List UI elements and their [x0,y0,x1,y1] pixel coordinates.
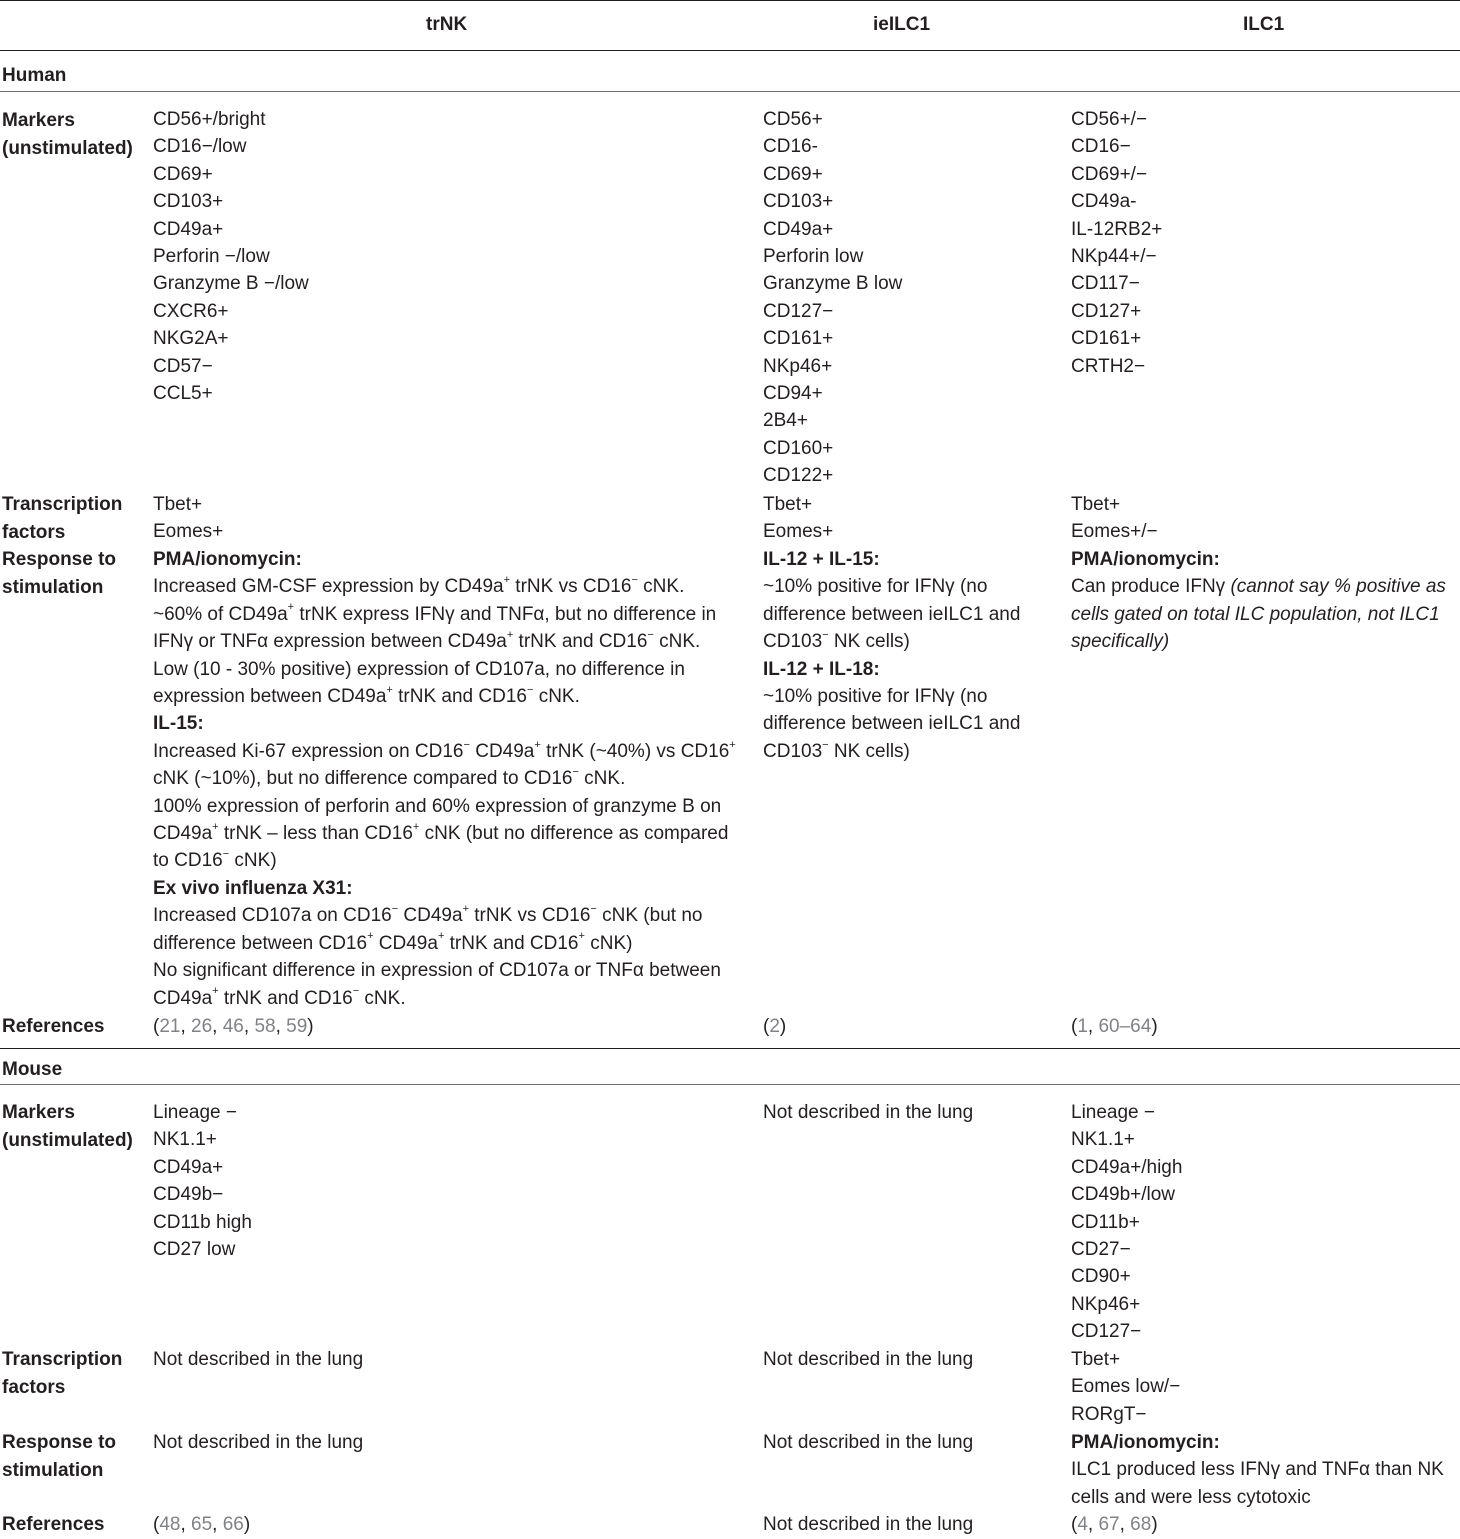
human-tf-ieilc1 [763,491,1063,546]
text-segment: CD49a [398,905,463,927]
list-item: CD127− [1071,1321,1142,1343]
mouse-references-ilc1 [1071,1511,1460,1538]
superscript: + [386,683,393,696]
rule-header [0,50,1460,51]
text-segment: trNK and CD16 [392,686,527,708]
human-markers-ieilc1 [763,106,1063,490]
superscript: + [412,820,420,833]
superscript: − [526,683,534,696]
reference-punct: ) [1151,1514,1158,1535]
response-text [153,601,748,656]
text-segment: cNK (~10%), but no difference compared to CD16 [153,768,573,790]
list-item: 2B4+ [763,410,808,432]
row-label-references-mouse: References [2,1514,105,1535]
text-segment: Increased Ki-67 expression on CD16 [153,740,464,762]
reference-punct: , [180,1016,192,1037]
reference-punct: ( [1071,1016,1078,1037]
list-item: CD161+ [1071,328,1142,350]
stim-heading: IL-15: [153,713,204,735]
reference-link[interactable]: 67 [1098,1514,1120,1535]
reference-punct: ( [1071,1514,1078,1535]
reference-punct: , [212,1016,223,1037]
reference-punct: ) [243,1514,251,1535]
reference-link[interactable]: 58 [254,1016,276,1037]
superscript: − [822,628,829,641]
stim-heading: IL-12 + IL-18: [763,658,880,680]
mouse-tf-ieilc1: Not described in the lung [763,1349,974,1370]
row-label-markers: Markers (unstimulated) [2,110,133,159]
mouse-markers-ieilc1: Not described in the lung [763,1102,974,1123]
list-item: CD90+ [1071,1266,1131,1288]
superscript: − [572,765,579,778]
list-item: NKG2A+ [153,328,229,350]
row-label-references: References [2,1016,105,1037]
superscript: + [534,738,541,751]
stim-heading: Ex vivo influenza X31: [153,877,353,899]
reference-link[interactable]: 2 [769,1016,780,1037]
superscript: + [462,902,469,915]
mouse-tf-trnk: Not described in the lung [153,1349,364,1370]
superscript: + [212,820,219,833]
list-item: CD27 low [153,1239,236,1261]
response-text [153,957,748,1012]
text-segment: Increased GM-CSF expression by CD49a [153,576,504,598]
text-segment: cNK (but no difference between CD16 [153,905,703,954]
superscript: + [287,601,295,614]
list-item: CD56+/bright [153,109,266,130]
text-segment: NK cells) [828,740,910,762]
human-references-ilc1 [1071,1013,1460,1040]
list-item: CD49b+/low [1071,1184,1176,1206]
row-label-response-mouse: Response to stimulation [2,1432,117,1481]
text-segment: 100% expression of perforin and 60% expression of granzyme B on CD49a [153,795,722,845]
reference-punct: , [180,1514,192,1535]
reference-punct: , [275,1016,287,1037]
superscript: − [590,902,597,915]
reference-punct: ( [763,1016,770,1037]
stim-heading: PMA/ionomycin: [1071,1432,1220,1453]
reference-link[interactable]: 21 [159,1016,181,1037]
list-item: CD161+ [763,328,834,350]
text-segment: cNK. [533,686,580,708]
list-item: CD103+ [763,191,834,213]
text-segment: trNK and CD16 [218,987,353,1009]
list-item: CD49a- [1071,191,1137,213]
list-item: CD49a+ [153,218,224,240]
human-references-ieilc1 [763,1013,1063,1040]
reference-punct: , [1087,1514,1099,1535]
list-item: Granzyme B low [763,273,903,295]
list-item: Perforin −/low [153,246,270,268]
list-item: NKp46+ [1071,1293,1141,1315]
response-text: Can produce IFNγ (cannot say % positive as cells gated on total ILC population, not ILC1 specifically) [1071,576,1446,653]
response-text [153,793,748,875]
rule-mouse [0,1084,1460,1085]
reference-punct: , [243,1016,255,1037]
mouse-response-trnk: Not described in the lung [153,1432,364,1453]
list-item: CD49a+/high [1071,1156,1183,1178]
list-item: CD117− [1071,273,1140,295]
list-item: CD56+ [763,109,823,130]
list-item: CD16− [1071,136,1131,158]
text-segment: cNK) [229,850,277,872]
mouse-response-ieilc1: Not described in the lung [763,1432,974,1453]
text-segment: trNK vs CD16 [469,905,591,927]
reference-punct: ( [153,1514,160,1535]
text-segment: cNK. [359,987,406,1009]
text-segment: cNK. [578,768,626,790]
text-segment: ~10% positive for IFNγ (no difference between ieILC1 and CD103 [763,576,1021,653]
list-item: Tbet+ [1071,1349,1121,1370]
text-segment: trNK and CD16 [444,932,579,954]
superscript: + [729,738,736,751]
list-item: CD49b− [153,1184,224,1206]
list-item: CD16−/low [153,136,247,158]
list-item: CD56+/− [1071,109,1148,130]
column-header-ilc1: ILC1 [1243,14,1285,35]
rule-top [0,0,1460,1]
row-label-markers-mouse: Markers (unstimulated) [2,1102,133,1151]
human-response-trnk [153,546,748,1012]
list-item: CD94+ [763,383,823,405]
reference-link[interactable]: 59 [286,1016,308,1037]
human-tf-trnk [153,491,753,546]
list-item: CD69+ [763,163,823,185]
human-response-ilc1 [1071,546,1456,656]
response-text [153,738,748,793]
list-item: CD49a+ [153,1156,224,1178]
reference-link[interactable]: 26 [191,1016,213,1037]
section-mouse: Mouse [2,1059,63,1080]
list-item: Perforin low [763,246,864,268]
text-segment: ~10% positive for IFNγ (no difference between ieILC1 and CD103 [763,686,1021,762]
text-segment: CD49a [373,932,438,954]
superscript: − [463,738,470,751]
text-segment: ~60% of CD49a [153,603,288,625]
text-segment: cNK. [637,576,685,598]
column-header-trnk: trNK [426,14,468,35]
row-label-transcription-factors-mouse: Transcription factors [2,1349,123,1398]
list-item: CD69+/− [1071,163,1148,185]
list-item: CD11b high [153,1211,252,1233]
list-item: CCL5+ [153,383,213,405]
list-item: CD127− [763,300,834,322]
row-label-response: Response to stimulation [2,549,117,598]
superscript: − [352,985,360,998]
human-markers-ilc1 [1071,106,1460,380]
list-item: CRTH2− [1071,355,1146,377]
list-item: Tbet+ [1071,494,1121,515]
list-item: CD122+ [763,465,834,487]
stim-heading: PMA/ionomycin: [1071,549,1220,570]
superscript: + [506,628,514,641]
list-item: CD49a+ [763,218,834,240]
section-human: Human [2,65,67,86]
human-markers-trnk [153,106,753,407]
superscript: + [212,985,219,998]
mouse-references-trnk [153,1511,753,1538]
list-item: Lineage − [153,1102,237,1123]
stim-heading: PMA/ionomycin: [153,549,302,570]
list-item: CXCR6+ [153,300,229,322]
response-text [153,573,748,600]
reference-punct: ) [779,1016,787,1037]
list-item: NKp44+/− [1071,246,1157,268]
reference-link[interactable]: 65 [191,1514,213,1535]
list-item: Eomes+ [153,521,224,543]
stim-heading: IL-12 + IL-15: [763,549,880,570]
text-segment: trNK vs CD16 [510,576,632,598]
mouse-references-ieilc1: Not described in the lung [763,1514,974,1535]
response-text [763,683,1038,765]
list-item: RORgT− [1071,1403,1147,1425]
rule-mouse-top [0,1048,1460,1049]
superscript: + [578,930,585,943]
reference-punct: , [1119,1514,1131,1535]
list-item: Tbet+ [763,494,813,515]
reference-link[interactable]: 66 [222,1514,244,1535]
response-text [153,902,748,957]
text-segment: CD49a [469,740,535,762]
list-item: NKp46+ [763,355,833,377]
response-text: ILC1 produced less IFNγ and TNFα than NK cells and were less cytotoxic [1071,1459,1444,1508]
list-item: CD11b+ [1071,1211,1140,1233]
list-item: CD127+ [1071,300,1142,322]
reference-punct: ) [1151,1016,1158,1037]
text-segment: Increased CD107a on CD16 [153,905,392,927]
text-segment: trNK (~40%) vs CD16 [540,740,730,762]
text-segment: Low (10 - 30% positive) expression of CD107a, no difference in expression between CD49a [153,658,685,708]
response-text [763,573,1038,655]
response-text [153,656,748,711]
reference-link[interactable]: 48 [159,1514,181,1535]
human-tf-ilc1 [1071,491,1460,546]
list-item: Lineage − [1071,1102,1155,1123]
reference-link[interactable]: 46 [222,1016,244,1037]
superscript: − [647,628,654,641]
human-references-trnk [153,1013,753,1040]
text-segment: cNK (but no difference as compared to CD16 [153,823,729,872]
list-item: Eomes low/− [1071,1376,1181,1398]
row-label-transcription-factors: Transcription factors [2,494,123,543]
list-item: CD27− [1071,1239,1131,1261]
mouse-markers-ilc1 [1071,1099,1460,1346]
superscript: − [631,574,638,587]
superscript: + [503,574,511,587]
superscript: − [822,738,829,751]
superscript: + [367,930,374,943]
rule-human [0,91,1460,92]
list-item: Eomes+/− [1071,521,1158,543]
list-item: IL-12RB2+ [1071,218,1163,240]
list-item: CD16- [763,136,818,158]
text-segment: No significant difference in expression of CD107a or TNFα between CD49a [153,960,721,1009]
reference-punct: ) [307,1016,314,1037]
column-header-ieilc1: ieILC1 [873,14,931,35]
list-item: CD57− [153,355,213,377]
reference-punct: , [1087,1016,1099,1037]
list-item: Tbet+ [153,494,203,515]
list-item: CD69+ [153,163,213,185]
reference-link[interactable]: 68 [1130,1514,1152,1535]
list-item: Eomes+ [763,521,834,543]
reference-punct: , [212,1514,223,1535]
mouse-markers-trnk [153,1099,753,1263]
reference-link[interactable]: 60–64 [1098,1016,1152,1037]
mouse-response-ilc1 [1071,1429,1459,1511]
reference-link[interactable]: 1 [1077,1016,1088,1037]
list-item: CD160+ [763,437,834,459]
reference-punct: ( [153,1016,160,1037]
reference-link[interactable]: 4 [1077,1514,1088,1535]
human-response-ieilc1 [763,546,1038,765]
text-segment: NK cells) [828,631,910,653]
text-segment: trNK – less than CD16 [218,823,413,845]
text-segment: trNK express IFNγ and TNFα, but no difference in IFNγ or TNFα expression between CD49a [153,603,717,653]
text-segment: cNK) [584,932,633,954]
list-item: CD103+ [153,191,224,213]
mouse-tf-ilc1 [1071,1346,1460,1428]
list-item: NK1.1+ [1071,1129,1135,1151]
text-segment: trNK and CD16 [513,631,648,653]
list-item: NK1.1+ [153,1129,217,1151]
superscript: + [437,930,445,943]
superscript: − [391,902,399,915]
list-item: Granzyme B −/low [153,273,309,295]
superscript: − [222,848,230,861]
text-segment: cNK. [653,631,701,653]
